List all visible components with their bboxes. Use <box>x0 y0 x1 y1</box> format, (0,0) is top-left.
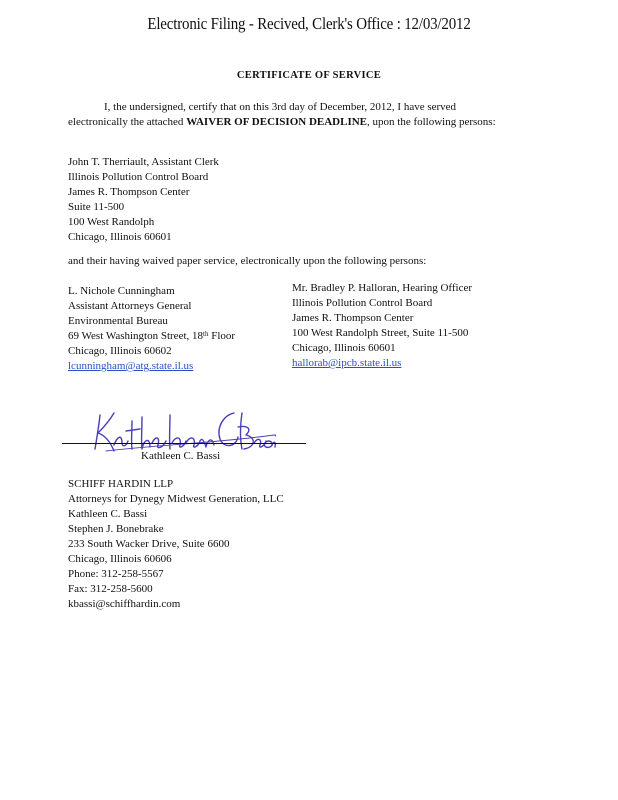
party-name: L. Nichole Cunningham <box>68 285 175 297</box>
address-line: John T. Therriault, Assistant Clerk <box>68 156 219 168</box>
party-name: Mr. Bradley P. Halloran, Hearing Officer <box>292 282 473 294</box>
firm-line: SCHIFF HARDIN LLP <box>68 478 174 490</box>
waived-service-text: and their having waived paper service, electronically upon the following persons: <box>68 255 427 267</box>
party-city: Chicago, Illinois 60601 <box>292 342 396 354</box>
address-line: James R. Thompson Center <box>68 186 190 198</box>
party-street <box>68 329 235 344</box>
address-line: Illinois Pollution Control Board <box>68 171 209 183</box>
recipient-address-block <box>68 155 219 245</box>
firm-line: 233 South Wacker Drive, Suite 6600 <box>68 538 230 550</box>
document-title: CERTIFICATE OF SERVICE <box>236 70 382 81</box>
address-line: Suite 11-500 <box>68 201 125 213</box>
firm-line: kbassi@schiffhardin.com <box>68 598 181 610</box>
left-party-address <box>68 284 235 374</box>
signature-line <box>62 443 306 444</box>
firm-line: Fax: 312-258-5600 <box>68 583 153 595</box>
intro-text-after: , upon the following persons: <box>367 116 496 128</box>
signer-printed-name: Kathleen C. Bassi <box>141 450 221 462</box>
firm-line: Chicago, Illinois 60606 <box>68 553 172 565</box>
document-name-bold: WAIVER OF DECISION DEADLINE <box>186 116 368 128</box>
party-title: Assistant Attorneys General <box>68 300 192 312</box>
firm-line: Kathleen C. Bassi <box>68 508 148 520</box>
right-party-address <box>292 281 472 371</box>
email-link[interactable]: lcunningham@atg.state.il.us <box>68 360 194 372</box>
ordinal-suffix: th <box>203 330 209 338</box>
firm-line: Phone: 312-258-5567 <box>68 568 164 580</box>
address-line: 100 West Randolph <box>68 216 155 228</box>
party-org: Illinois Pollution Control Board <box>292 297 433 309</box>
certification-paragraph <box>68 100 508 130</box>
party-bureau: Environmental Bureau <box>68 315 168 327</box>
address-line: Chicago, Illinois 60601 <box>68 231 172 243</box>
street-floor-text: Floor <box>208 330 236 342</box>
email-link[interactable]: hallorab@ipcb.state.il.us <box>292 357 402 369</box>
street-text: 69 West Washington Street, 18 <box>68 330 204 342</box>
party-city: Chicago, Illinois 60602 <box>68 345 172 357</box>
firm-signature-block <box>68 477 284 612</box>
party-street: 100 West Randolph Street, Suite 11-500 <box>292 327 469 339</box>
firm-line: Attorneys for Dynegy Midwest Generation, LLC <box>68 493 284 505</box>
firm-line: Stephen J. Bonebrake <box>68 523 164 535</box>
filing-stamp-header: Electronic Filing - Recived, Clerk's Office : 12/03/2012 <box>147 14 471 33</box>
party-building: James R. Thompson Center <box>292 312 414 324</box>
intro-text-before: I, the undersigned, certify that on this 3rd day of December, 2012, I have served electronically the attached <box>68 101 457 128</box>
